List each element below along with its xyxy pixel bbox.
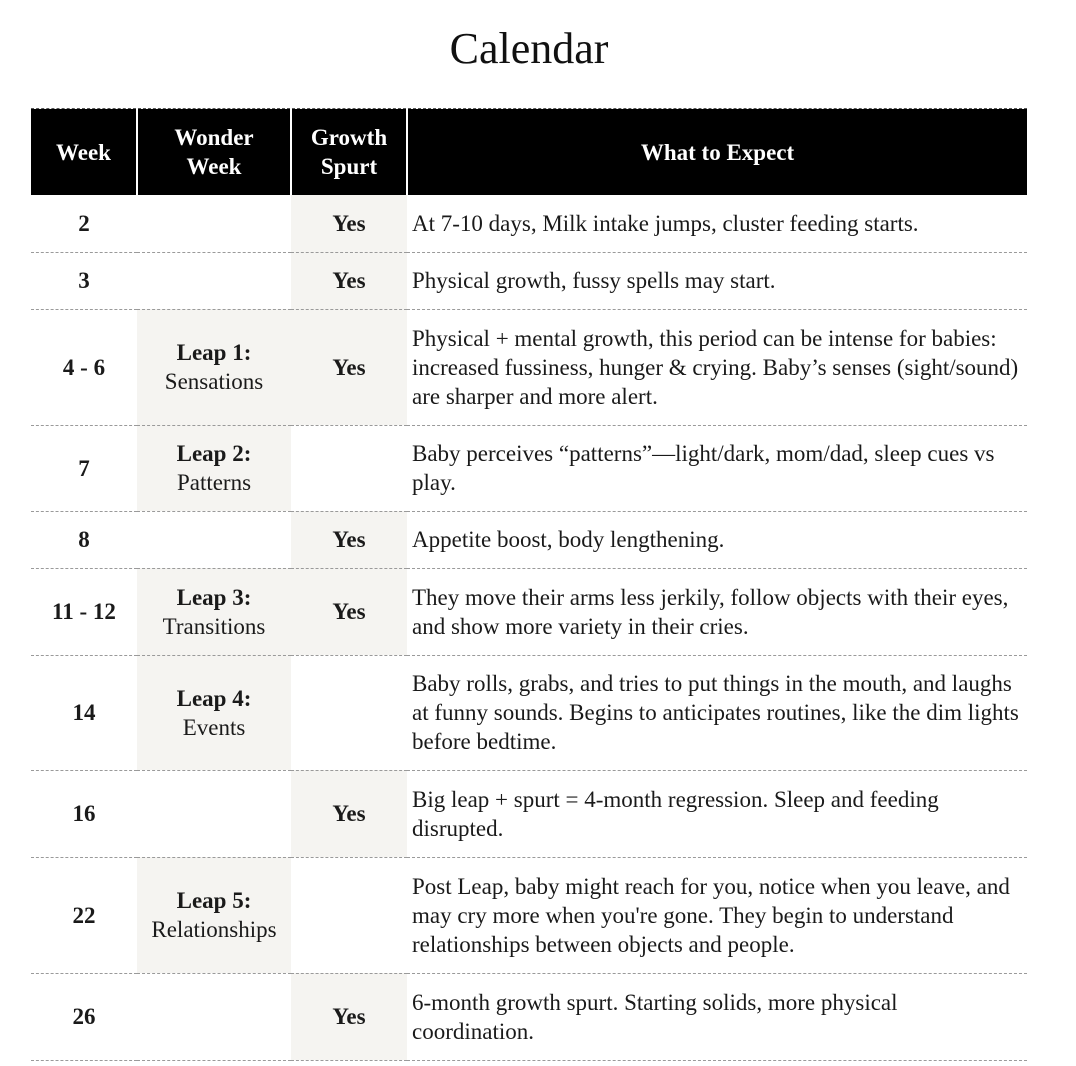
header-week-label: Week — [56, 139, 111, 165]
leap-subtitle: Transitions — [162, 613, 266, 639]
table-row — [31, 425, 1027, 511]
header-wonder-week — [137, 109, 291, 196]
leap-subtitle: Sensations — [164, 369, 264, 394]
table-row — [31, 770, 1027, 857]
week-cell: 4 - 6 — [31, 309, 137, 425]
leap-name: Leap 1: — [176, 340, 252, 365]
header-spurt-line2: Spurt — [320, 154, 378, 179]
wonder-week-cell — [137, 511, 291, 568]
week-cell: 2 — [31, 195, 137, 252]
table-row — [31, 973, 1027, 1060]
wonder-week-cell — [137, 425, 291, 511]
expect-cell: They move their arms less jerkily, follow objects with their eyes, and show more variety in their cries. — [407, 568, 1027, 655]
header-expect-label: What to Expect — [640, 139, 795, 165]
wonder-week-cell — [137, 655, 291, 770]
wonder-week-cell — [137, 252, 291, 309]
growth-spurt-cell — [291, 425, 407, 511]
leap-name: Leap 5: — [176, 888, 252, 913]
header-wonder-line1: Wonder — [174, 125, 254, 150]
header-row — [31, 109, 1027, 196]
growth-spurt-cell: Yes — [291, 309, 407, 425]
expect-cell: Baby perceives “patterns”—light/dark, mom/dad, sleep cues vs play. — [407, 425, 1027, 511]
table-row — [31, 309, 1027, 425]
growth-spurt-cell: Yes — [291, 770, 407, 857]
table-row — [31, 252, 1027, 309]
header-wonder-line2: Week — [186, 154, 242, 179]
table-body — [31, 195, 1027, 1060]
growth-spurt-cell: Yes — [291, 568, 407, 655]
growth-spurt-cell — [291, 857, 407, 973]
growth-spurt-cell: Yes — [291, 511, 407, 568]
table-row — [31, 568, 1027, 655]
leap-subtitle: Patterns — [176, 470, 252, 495]
wonder-week-cell — [137, 195, 291, 252]
leap-subtitle: Relationships — [151, 917, 277, 942]
leap-name: Leap 2: — [176, 441, 252, 466]
table-row — [31, 195, 1027, 252]
week-cell: 11 - 12 — [31, 568, 137, 655]
expect-cell: Appetite boost, body lengthening. — [407, 511, 1027, 568]
week-cell: 7 — [31, 425, 137, 511]
header-spurt-line1: Growth — [310, 125, 388, 150]
header-growth-spurt — [291, 109, 407, 196]
page-title: Calendar — [449, 24, 609, 73]
expect-cell: Physical growth, fussy spells may start. — [407, 252, 1027, 309]
growth-spurt-cell: Yes — [291, 195, 407, 252]
expect-cell: 6-month growth spurt. Starting solids, more physical coordination. — [407, 973, 1027, 1060]
growth-spurt-cell: Yes — [291, 973, 407, 1060]
expect-cell: Post Leap, baby might reach for you, notice when you leave, and may cry more when you're gone. They begin to understand relationships between objects and people. — [407, 857, 1027, 973]
leap-name: Leap 3: — [176, 584, 252, 610]
week-cell: 14 — [31, 655, 137, 770]
wonder-week-cell — [137, 568, 291, 655]
expect-cell: Baby rolls, grabs, and tries to put things in the mouth, and laughs at funny sounds. Begins to anticipates routines, like the dim lights before bedtime. — [407, 655, 1027, 770]
week-cell: 22 — [31, 857, 137, 973]
table-row — [31, 655, 1027, 770]
wonder-week-cell — [137, 770, 291, 857]
leap-name: Leap 4: — [176, 685, 252, 711]
expect-cell: At 7-10 days, Milk intake jumps, cluster feeding starts. — [407, 195, 1027, 252]
wonder-week-cell — [137, 857, 291, 973]
leap-subtitle: Events — [182, 714, 246, 740]
table-row — [31, 511, 1027, 568]
week-cell: 26 — [31, 973, 137, 1060]
wonder-week-cell — [137, 973, 291, 1060]
header-week — [31, 109, 137, 196]
week-cell: 8 — [31, 511, 137, 568]
expect-cell: Physical + mental growth, this period can be intense for babies: increased fussiness, hunger & crying. Baby’s senses (sight/sound) are sharper and more alert. — [407, 309, 1027, 425]
growth-spurt-cell: Yes — [291, 252, 407, 309]
growth-spurt-cell — [291, 655, 407, 770]
expect-cell: Big leap + spurt = 4-month regression. Sleep and feeding disrupted. — [407, 770, 1027, 857]
header-what-to-expect — [407, 109, 1027, 196]
table-row — [31, 857, 1027, 973]
week-cell: 16 — [31, 770, 137, 857]
table-header — [31, 109, 1027, 196]
week-cell: 3 — [31, 252, 137, 309]
calendar-table — [31, 108, 1027, 1061]
wonder-week-cell — [137, 309, 291, 425]
